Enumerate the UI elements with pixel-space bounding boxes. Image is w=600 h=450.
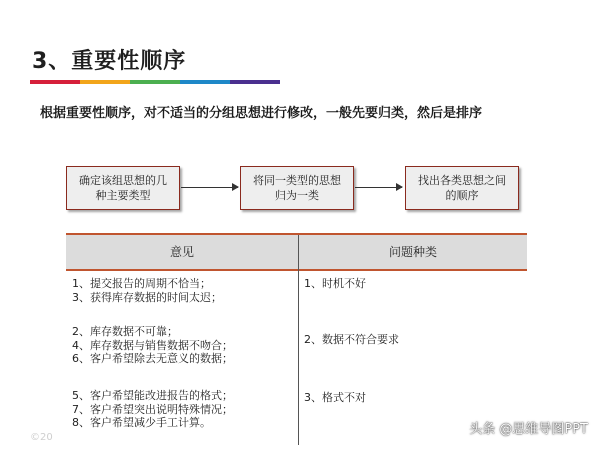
underline-segment-purple [230,80,280,84]
opinion-table [66,233,527,445]
opinion-group-3 [72,389,233,430]
opinion-item: 5、客户希望能改进报告的格式； [72,389,233,402]
opinion-item: 8、客户希望减少手工计算。 [72,416,211,429]
opinion-group-1 [72,277,222,304]
underline-segment-orange [80,80,130,84]
opinion-item: 3、获得库存数据的时间太迟； [72,290,222,304]
underline-segment-red [30,80,80,84]
flow-step-2-line1: 将同一类型的思想 [253,174,341,187]
problem-type-label: 3、格式不对 [304,391,366,404]
opinion-item: 2、库存数据不可靠； [72,325,178,338]
flow-arrow-2 [355,187,402,188]
opinion-item: 6、客户希望除去无意义的数据； [72,352,233,365]
problem-type-label: 1、时机不好 [304,277,366,290]
flow-arrow-1 [181,187,238,188]
underline-segment-green [130,80,180,84]
title-underline [30,80,280,84]
watermark-right: 头条 @思维导图PPT [469,422,588,437]
flow-step-3-line1: 找出各类思想之间 [418,174,506,187]
problem-type-1 [304,277,366,291]
problem-type-label: 2、数据不符合要求 [304,333,399,346]
slide-title: 3、重要性顺序 [32,49,187,74]
table-header-row [66,235,527,271]
flow-step-3 [405,166,519,210]
slide-subtitle: 根据重要性顺序，对不适当的分组思想进行修改，一般先要归类，然后是排序 [40,106,483,121]
column-divider [298,235,299,445]
flow-step-2-line2: 归为一类 [275,189,319,202]
watermark-left: ©20 [30,432,53,443]
opinion-item: 4、库存数据与销售数据不吻合； [72,338,233,352]
opinion-item: 7、客户希望突出说明特殊情况； [72,402,233,416]
flow-step-1-line1: 确定该组思想的几 [79,174,167,187]
opinion-group-2 [72,325,233,366]
problem-type-2 [304,333,399,347]
flow-step-3-line2: 的顺序 [445,189,479,202]
header-opinion: 意见 [169,245,194,259]
problem-type-3 [304,391,366,405]
flow-step-2 [240,166,354,210]
flow-step-1 [66,166,180,210]
underline-segment-blue [180,80,230,84]
header-problem-type: 问题种类 [388,245,437,259]
flow-step-1-line2: 种主要类型 [95,189,151,202]
opinion-item: 1、提交报告的周期不恰当； [72,277,211,290]
